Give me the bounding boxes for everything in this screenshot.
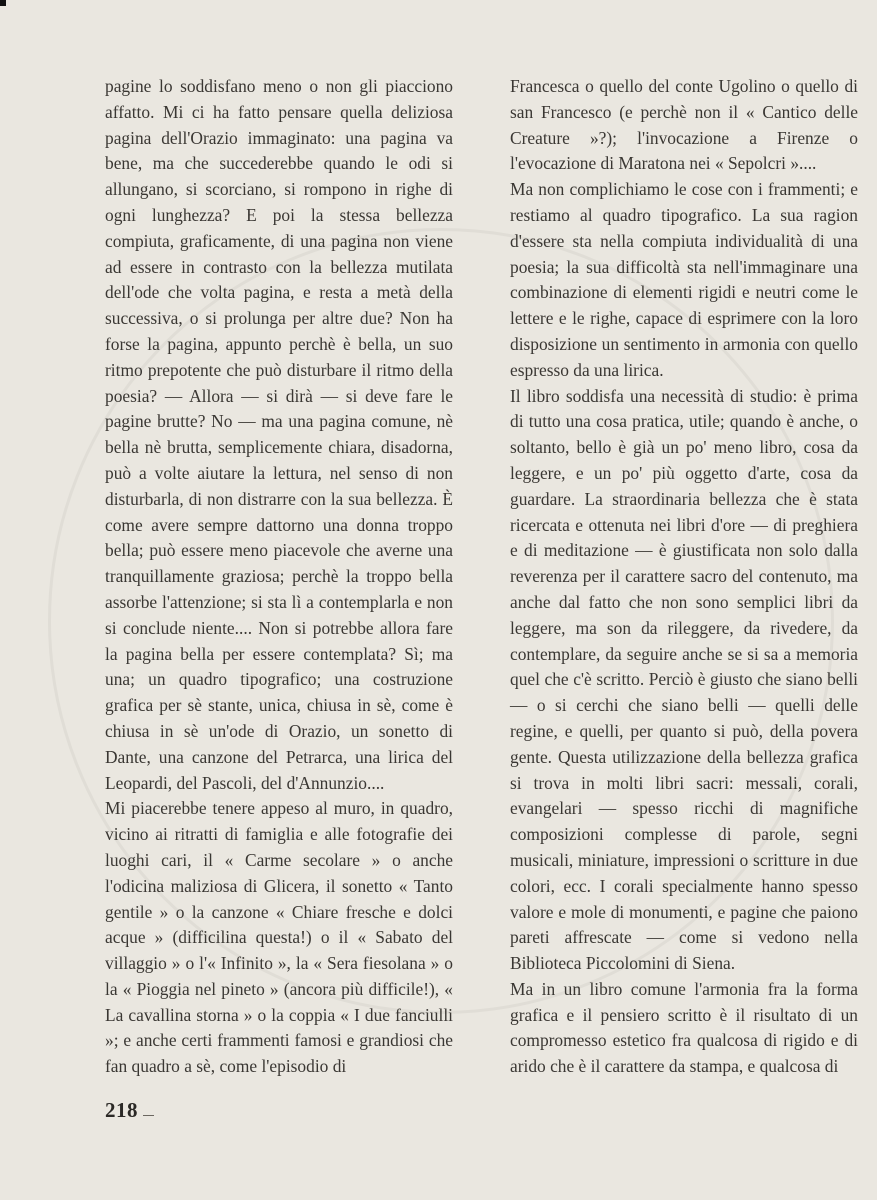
paragraph: Francesca o quello del conte Ugolino o quello di san Francesco (e perchè non il « Cantico delle Creature »?); l'invocazione a Firenze o l'evocazione di Maratona nei « Sepolcri ».... (510, 76, 858, 174)
scan-corner-mark (0, 0, 6, 6)
left-text-column (105, 74, 453, 1080)
paragraph: Ma in un libro comune l'armonia fra la forma grafica e il pensiero scritto è il risultato di un compromesso estetico fra qualcosa di rigido e di arido che è il carattere da stampa, e qualcosa di (510, 978, 858, 1077)
paragraph: Il libro soddisfa una necessità di studio: è prima di tutto una cosa pratica, utile; quando è anche, o soltanto, bello è già un po' meno libro, cosa da leggere, e un po' più oggetto d'arte, cosa da guardare. La straordinaria bellezza che è stata ricercata e ottenuta nei libri d'ore — di preghiera e di meditazione — è giustificata non solo dalla reverenza per il carattere sacro del contenuto, ma anche dal fatto che non sono semplici libri da leggere, ma son da rileggere, da rivedere, da contemplare, da seguire anche se si sa a memoria quel che c'è scritto. Perciò è giusto che siano belli — o si cerchi che siano belli — quelli delle regine, e quelli, per quanto si può, della povera gente. Questa utilizzazione della bellezza grafica si trova in molti libri sacri: messali, corali, evangelari — spesso ricchi di magnifiche composizioni complesse di parole, segni musicali, miniature, impressioni o scritture in due colori, ecc. I corali specialmente hanno spesso valore e mole di monumenti, e pagine che paiono pareti affrescate — come si vedono nella Biblioteca Piccolomini di Siena. (510, 385, 858, 974)
right-text-column (510, 74, 858, 1080)
paragraph: Mi piacerebbe tenere appeso al muro, in quadro, vicino ai ritratti di famiglia e alle fotografie dei luoghi cari, il « Carme secolare » o anche l'odicina maliziosa di Glicera, il sonetto « Tanto gentile » o la canzone « Chiare fresche e dolci acque » (difficilina questa!) o il « Sabato del villaggio » o l'« Infinito », la « Sera fiesolana » o la « Pioggia nel pineto » (ancora più difficile!), « La cavallina storna » o la coppia « I due fanciulli »; e anche certi frammenti famosi e grandiosi che fan quadro a sè, come l'episodio di (105, 798, 453, 1077)
paragraph: pagine lo soddisfano meno o non gli piacciono affatto. Mi ci ha fatto pensare quella deliziosa pagina dell'Orazio immaginato: una pagina va bene, ma che succederebbe quando le odi si allungano, si scorciano, si rompono in righe di ogni lunghezza? E poi la stessa bellezza compiuta, graficamente, di una pagina non viene ad essere in contrasto con la bellezza mutilata dell'ode che volta pagina, e resta a metà della successiva, o si prolunga per altre due? Non ha forse la pagina, appunto perchè è bella, un suo ritmo prepotente che può disturbare il ritmo della poesia? — Allora — si dirà — si deve fare le pagine brutte? No — ma una pagina comune, nè bella nè brutta, semplicemente chiara, disadorna, può a volte aiutare la lettura, nel senso di non disturbarla, di non distrarre con la sua bellezza. È come avere sempre dattorno una donna troppo bella; può essere meno piacevole che averne una tranquillamente graziosa; perchè la troppo bella assorbe l'attenzione; si sta lì a contemplarla e non si conclude niente.... Non si potrebbe allora fare la pagina bella per essere contemplata? Sì; ma una; un quadro tipografico; una costruzione grafica per sè stante, unica, chiusa in sè, come è chiusa in sè un'ode di Orazio, un sonetto di Dante, una canzone del Petrarca, una lirica del Leopardi, del Pascoli, del d'Annunzio.... (105, 76, 453, 793)
page-number-dash (143, 1115, 154, 1116)
paragraph: Ma non complichiamo le cose con i frammenti; e restiamo al quadro tipografico. La sua ragion d'essere sta nella compiuta individualità di una poesia; la sua difficoltà sta nell'immaginare una combinazione di elementi rigidi e neutri come le lettere e le righe, capace di esprimere con la loro disposizione un sentimento in armonia con quello espresso da una lirica. (510, 179, 858, 380)
page-number: 218 (105, 1098, 138, 1122)
